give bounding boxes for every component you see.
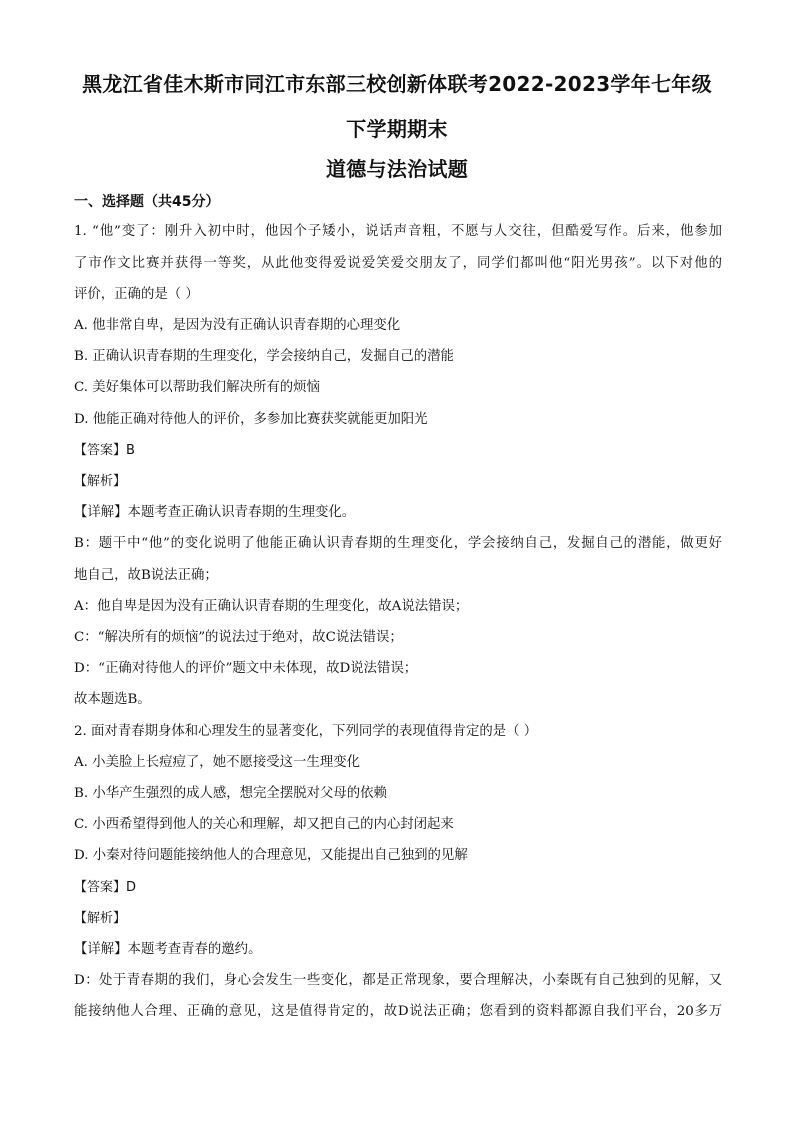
q1-option-d: D. 他能正确对待他人的评价，多参加比赛获奖就能更加阳光 bbox=[74, 412, 428, 427]
exam-title-line1: 黑龙江省佳木斯市同江市东部三校创新体联考2022-2023学年七年级 bbox=[82, 72, 712, 96]
q1-explanation-a: A：他自卑是因为没有正确认识青春期的生理变化，故A说法错误； bbox=[74, 599, 469, 614]
q1-explanation-c: C：“解决所有的烦恼”的说法过于绝对，故C说法错误； bbox=[74, 630, 403, 645]
q1-option-c: C. 美好集体可以帮助我们解决所有的烦恼 bbox=[74, 380, 320, 395]
q2-option-a: A. 小美脸上长痘痘了，她不愿接受这一生理变化 bbox=[74, 755, 360, 770]
q1-detail: 【详解】本题考查正确认识青春期的生理变化。 bbox=[74, 505, 356, 520]
q2-explanation-d-line1: D：处于青春期的我们，身心会发生一些变化，都是正常现象，要合理解决，小秦既有自己独到的见解，又 bbox=[74, 973, 722, 988]
q1-stem-line2: 了市作文比赛并获得一等奖，从此他变得爱说爱笑爱交朋友了，同学们都叫他“阳光男孩”。以下对他的 bbox=[74, 256, 722, 271]
q1-answer: 【答案】B bbox=[74, 443, 135, 458]
q1-analysis-label: 【解析】 bbox=[74, 474, 127, 489]
q2-option-b: B. 小华产生强烈的成人感，想完全摆脱对父母的依赖 bbox=[74, 786, 387, 801]
q1-option-b: B. 正确认识青春期的生理变化，学会接纳自己，发掘自己的潜能 bbox=[74, 349, 454, 364]
q2-explanation-d-line2: 能接纳他人合理、正确的意见，这是值得肯定的，故D说法正确；您看到的资料都源自我们平台，20多万 bbox=[74, 1004, 722, 1019]
exam-subject-title: 道德与法治试题 bbox=[325, 157, 469, 181]
q1-option-a: A. 他非常自卑，是因为没有正确认识青春期的心理变化 bbox=[74, 318, 401, 333]
q2-analysis-label: 【解析】 bbox=[74, 911, 127, 926]
q2-stem: 2. 面对青春期身体和心理发生的显著变化，下列同学的表现值得肯定的是（ ） bbox=[74, 724, 538, 739]
section-heading: 一、选择题（共45分） bbox=[74, 194, 220, 210]
q1-explanation-b-line2: 地自己，故B说法正确； bbox=[74, 568, 218, 583]
q1-stem-line1: 1. “他”变了：刚升入初中时，他因个子矮小，说话声音粗，不愿与人交往，但酷爱写作。后来，他参加 bbox=[74, 224, 722, 239]
q2-option-c: C. 小西希望得到他人的关心和理解，却又把自己的内心封闭起来 bbox=[74, 817, 454, 832]
q2-detail: 【详解】本题考查青春的邀约。 bbox=[74, 942, 262, 957]
q1-stem-line3: 评价，正确的是（ ） bbox=[74, 287, 199, 302]
q1-conclusion: 故本题选B。 bbox=[74, 692, 151, 707]
exam-title-line2: 下学期期末 bbox=[346, 117, 448, 141]
q2-answer: 【答案】D bbox=[74, 880, 137, 895]
q1-explanation-d: D：“正确对待他人的评价”题文中未体现，故D说法错误； bbox=[74, 661, 418, 676]
q2-option-d: D. 小秦对待问题能接纳他人的合理意见，又能提出自己独到的见解 bbox=[74, 848, 468, 863]
q1-explanation-b-line1: B：题干中“他”的变化说明了他能正确认识青春期的生理变化，学会接纳自己，发掘自己的潜能，做更好 bbox=[74, 536, 722, 551]
